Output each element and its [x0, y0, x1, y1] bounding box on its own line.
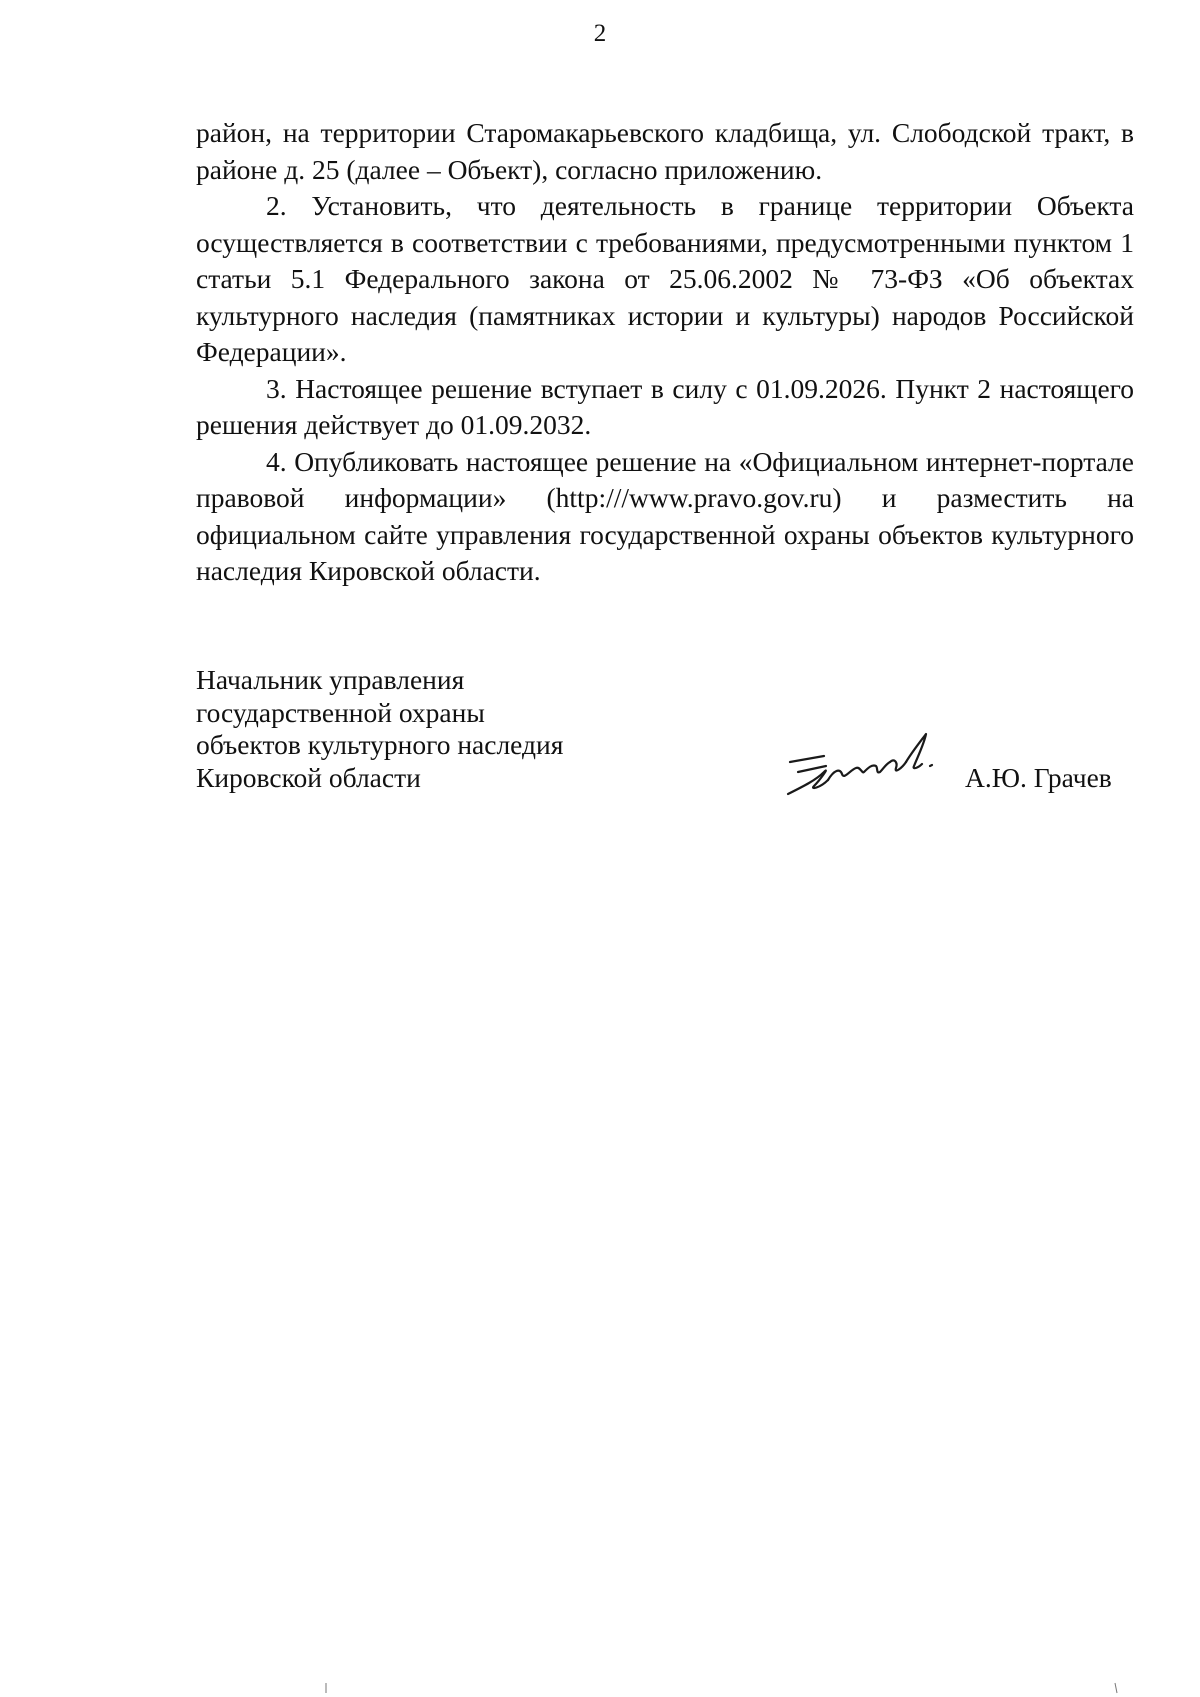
paragraph-item-3: 3. Настоящее решение вступает в силу с 01.09.2026. Пункт 2 настоящего решения действует до 01.09.2032. — [196, 372, 1134, 440]
handwritten-signature — [780, 728, 955, 803]
signer-position-line: объектов культурного наследия — [196, 729, 564, 760]
signer-name: А.Ю. Грачев — [965, 762, 1112, 793]
page-number: 2 — [593, 20, 607, 47]
document-body — [196, 115, 1134, 590]
paragraph-item-4: 4. Опубликовать настоящее решение на «Официальном интернет-портале правовой информации» (http:///www.pravo.gov.ru) и разместить на официальном сайте управления государственной охраны объектов культурного наследия Кировской области. — [196, 445, 1134, 586]
signer-position-line: Кировской области — [196, 761, 421, 793]
signer-position-line: государственной охраны — [196, 696, 485, 728]
scan-mark — [1113, 1682, 1119, 1694]
paragraph-item-2: 2. Установить, что деятельность в границе территории Объекта осуществляется в соответствии с требованиями, предусмотренными пунктом 1 статьи 5.1 Федерального закона от 25.06.2002 № 73-ФЗ «Об объектах культурного наследия (памятниках истории и культуры) народов Российской Федерации». — [196, 190, 1134, 367]
scan-mark — [323, 1682, 329, 1694]
signer-position — [196, 664, 563, 794]
paragraph-continuation: район, на территории Старомакарьевского кладбища, ул. Слободской тракт, в районе д. 25 (далее – Объект), согласно приложению. — [196, 117, 1134, 185]
signer-position-line: Начальник управления — [196, 664, 465, 695]
